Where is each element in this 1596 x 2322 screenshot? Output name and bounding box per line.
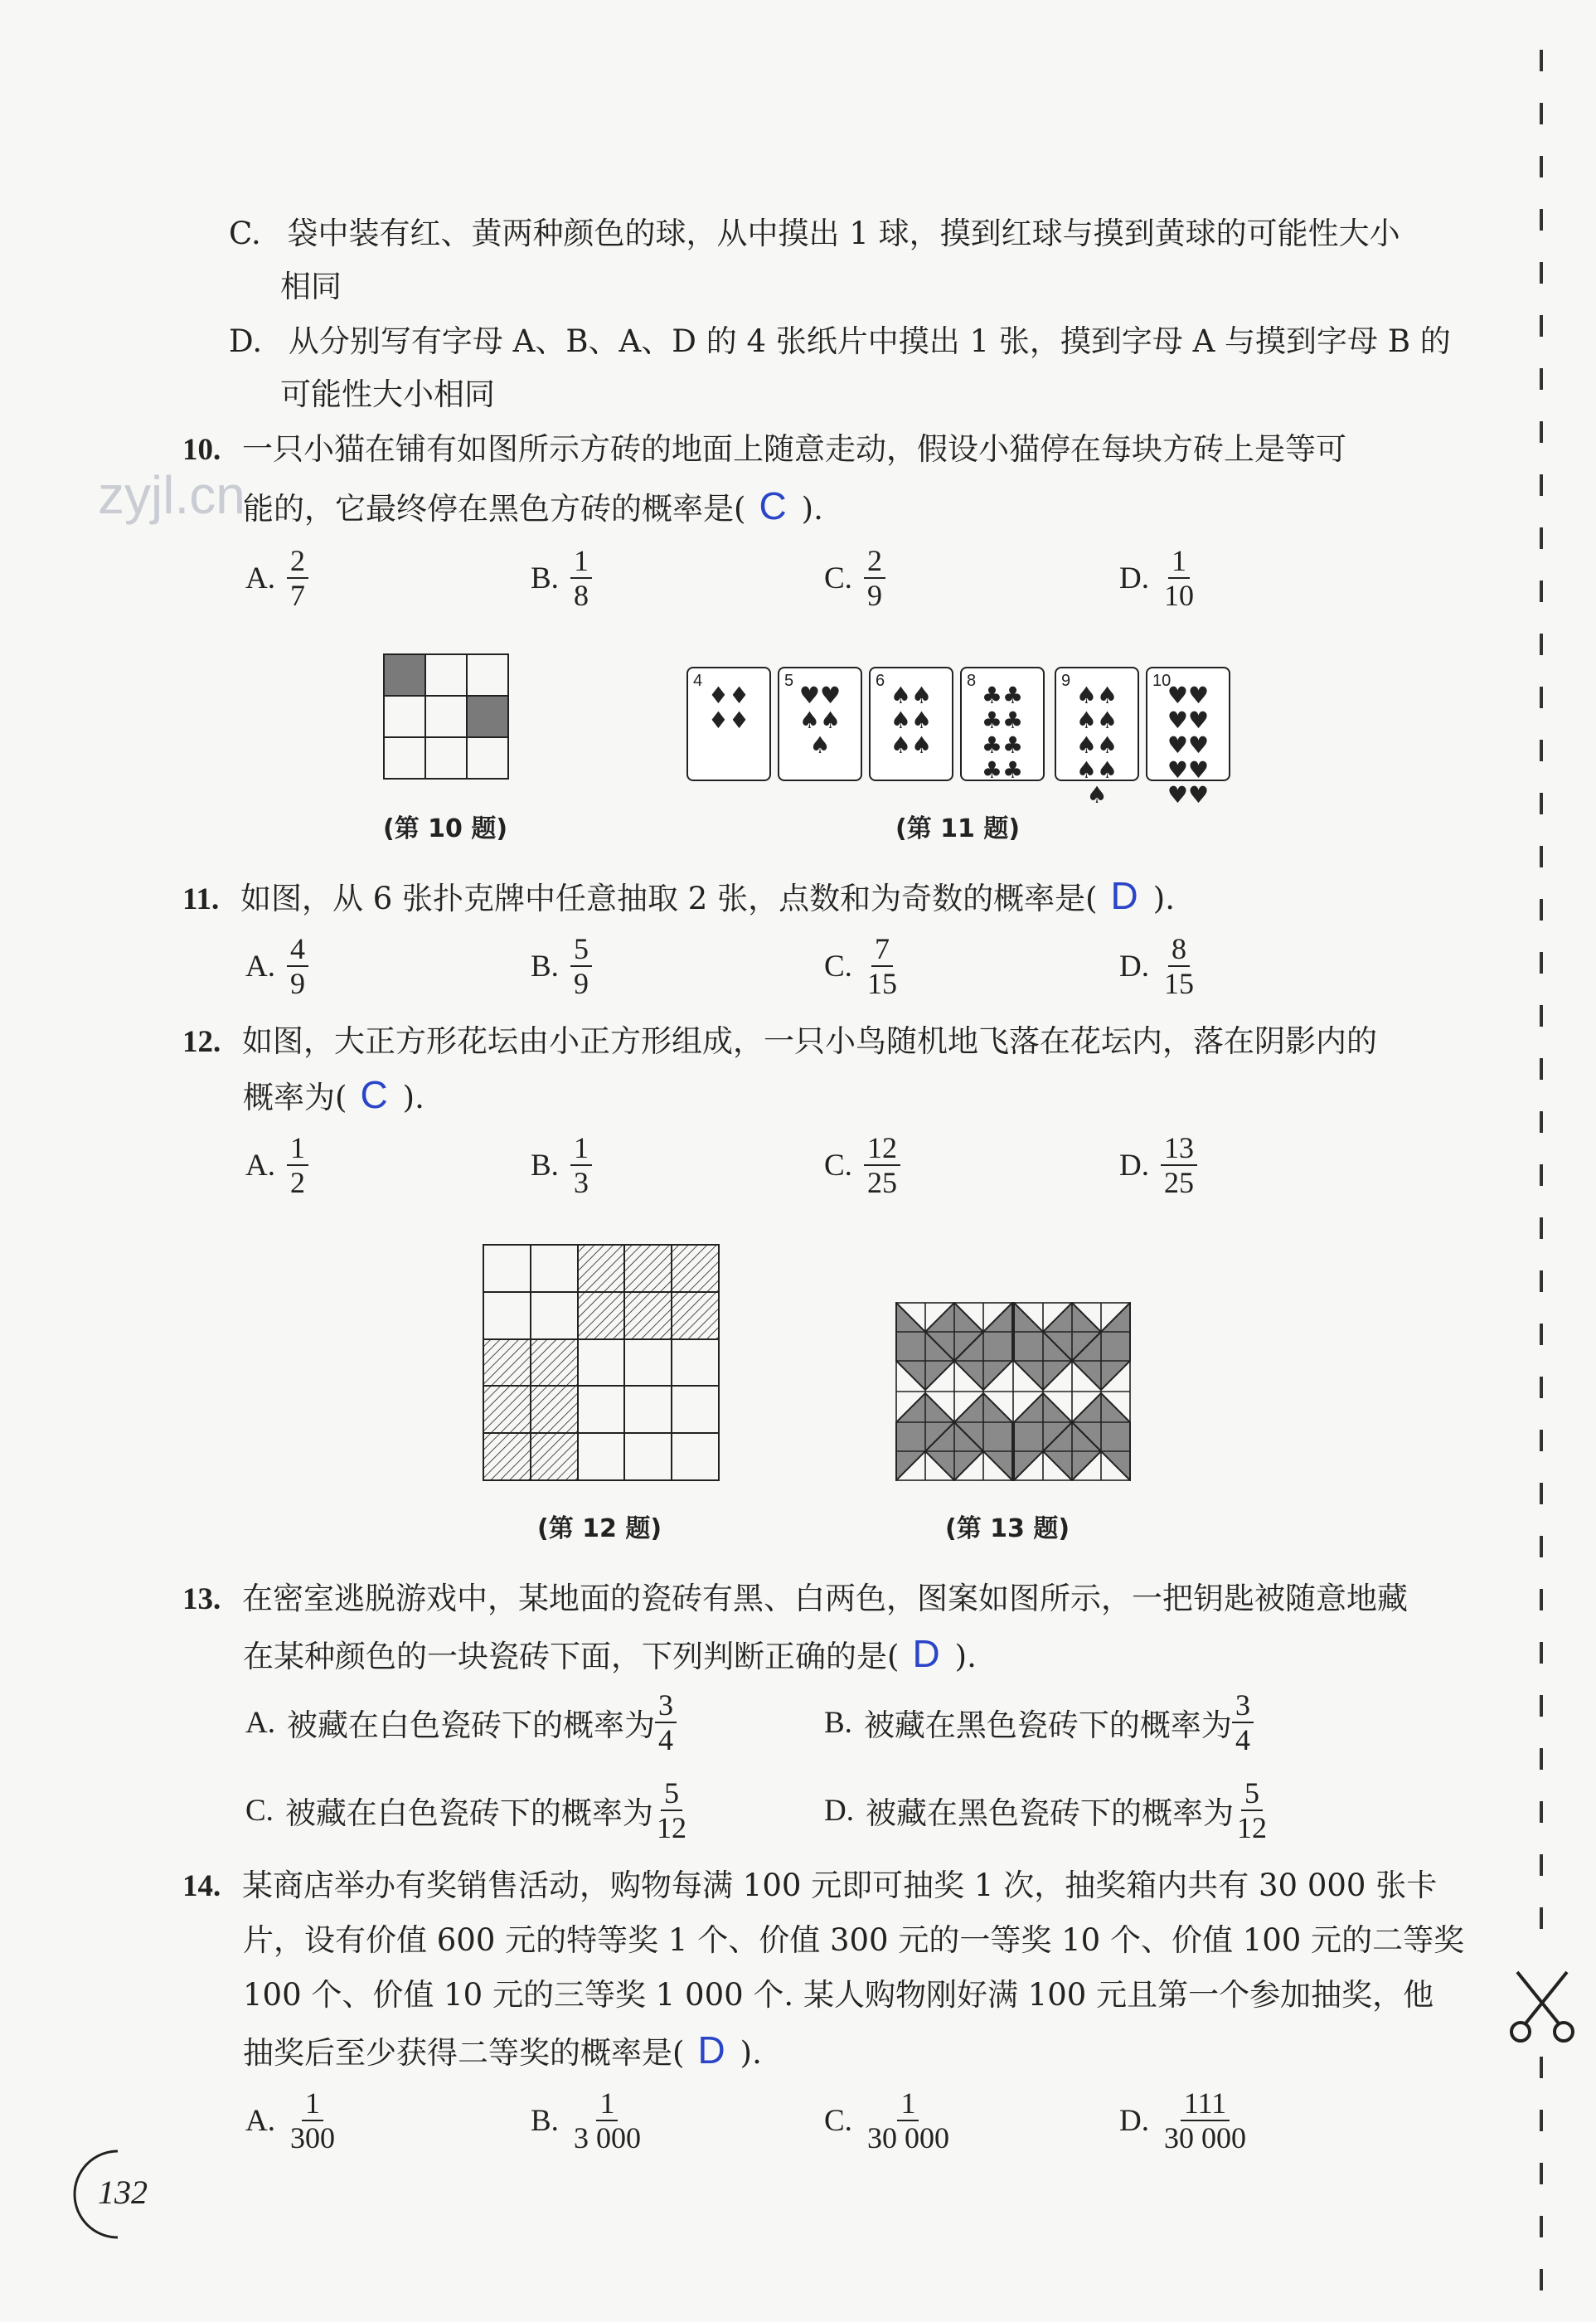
option-a[interactable] (245, 1688, 677, 1756)
figure-12-flowerbed (483, 1244, 720, 1484)
question-text: ). (1152, 881, 1175, 916)
playing-card (778, 667, 862, 781)
question-14 (182, 1859, 1437, 1913)
numerator: 2 (864, 544, 885, 579)
fraction (1161, 932, 1197, 1000)
fraction (1161, 1131, 1197, 1199)
option-b[interactable] (531, 544, 592, 612)
question-number: 11. (182, 882, 220, 916)
question-text: ). (740, 2035, 762, 2071)
fraction (287, 2086, 338, 2154)
denominator: 10 (1163, 579, 1194, 612)
question-11 (182, 869, 1175, 926)
denominator: 15 (866, 967, 897, 1000)
denominator: 12 (1236, 1811, 1267, 1844)
option-b[interactable] (824, 1688, 1254, 1756)
fraction (864, 1131, 900, 1199)
option-label: C. (245, 1793, 274, 1828)
numerator: 2 (287, 544, 308, 579)
denominator: 4 (657, 1723, 673, 1756)
question-text: 在某种颜色的一块瓷砖下面，下列判断正确的是( (243, 1639, 900, 1674)
numerator: 12 (864, 1131, 900, 1166)
scissors-icon (1501, 1965, 1584, 2048)
option-d[interactable] (824, 1776, 1270, 1844)
denominator: 3 000 (573, 2121, 641, 2154)
prev-option-d-cont: 可能性大小相同 (280, 376, 495, 412)
question-13 (182, 1572, 1408, 1626)
denominator: 9 (573, 967, 589, 1000)
question-number: 12. (182, 1025, 221, 1059)
option-label: C. (824, 561, 852, 595)
card-pips: ♠♠♠♠♠♠♠♠♠ (1075, 682, 1118, 809)
fraction (864, 2086, 953, 2154)
option-label: B. (531, 949, 559, 984)
denominator: 4 (1235, 1723, 1250, 1756)
numerator: 1 (596, 2086, 618, 2121)
option-c[interactable] (824, 2086, 953, 2154)
numerator: 1 (570, 544, 592, 579)
option-text: 袋中装有红、黄两种颜色的球，从中摸出 1 球，摸到红球与摸到黄球的可能性大小 (287, 216, 1400, 251)
answer: C (759, 484, 787, 527)
numerator: 5 (570, 932, 592, 967)
question-text: ). (954, 1639, 977, 1674)
playing-card (1055, 667, 1139, 809)
figure-13-caption: (第 13 题) (945, 1514, 1070, 1543)
option-label: C. (824, 949, 852, 984)
question-13-line2 (243, 1627, 977, 1683)
question-number: 14. (182, 1869, 221, 1903)
playing-card (869, 667, 953, 781)
prev-option-d (229, 315, 1451, 368)
option-label: B. (531, 1148, 559, 1183)
answer: C (360, 1073, 388, 1116)
fraction (1234, 1776, 1270, 1844)
numerator: 1 (570, 1131, 592, 1166)
question-10 (182, 423, 1346, 477)
option-label: C. (824, 2103, 852, 2138)
question-10-line2 (243, 479, 823, 536)
option-label: A. (245, 949, 275, 984)
denominator: 9 (289, 967, 305, 1000)
option-label: D. (1119, 1148, 1149, 1183)
figure-12-caption: (第 12 题) (537, 1514, 662, 1543)
option-label: A. (245, 561, 275, 595)
page-number: 132 (98, 2174, 148, 2211)
option-d[interactable] (1119, 544, 1197, 612)
numerator: 5 (1241, 1776, 1263, 1811)
option-d[interactable] (1119, 932, 1197, 1000)
denominator: 3 (573, 1166, 589, 1199)
answer: D (697, 2028, 725, 2072)
numerator: 8 (1168, 932, 1190, 967)
fraction (287, 1131, 308, 1199)
question-text: 抽奖后至少获得二等奖的概率是( (243, 2035, 685, 2071)
option-label: D. (1119, 561, 1149, 595)
option-label: C. (229, 216, 261, 251)
denominator: 12 (656, 1811, 686, 1844)
fraction (1161, 2086, 1249, 2154)
denominator: 15 (1163, 967, 1194, 1000)
option-text: 被藏在黑色瓷砖下的概率为 (863, 1707, 1232, 1743)
fraction (287, 544, 308, 612)
card-rank: 6 (876, 672, 885, 690)
denominator: 9 (866, 579, 882, 612)
denominator: 2 (289, 1166, 305, 1199)
numerator: 7 (871, 932, 893, 967)
option-b[interactable] (531, 1131, 592, 1199)
option-d[interactable] (1119, 1131, 1197, 1199)
fraction (864, 932, 900, 1000)
numerator: 1 (1168, 544, 1190, 579)
prev-option-c-cont: 相同 (280, 269, 342, 304)
card-pips: ♥♥♥♥♥♥♥♥♥♥ (1167, 682, 1210, 809)
option-label: D. (1119, 949, 1149, 984)
denominator: 30 000 (866, 2121, 949, 2154)
option-label: B. (824, 1705, 852, 1740)
option-label: C. (824, 1148, 852, 1183)
question-text: ). (402, 1080, 424, 1115)
question-text: 一只小猫在铺有如图所示方砖的地面上随意走动，假设小猫停在每块方砖上是等可 (242, 431, 1347, 467)
option-b[interactable] (531, 932, 592, 1000)
option-a[interactable] (245, 2086, 338, 2154)
figure-11-caption: (第 11 题) (895, 814, 1021, 843)
option-c[interactable] (824, 932, 900, 1000)
option-a[interactable] (245, 1131, 308, 1199)
playing-card (1146, 667, 1230, 809)
card-rank: 4 (693, 672, 703, 690)
option-label: B. (531, 561, 559, 595)
numerator: 3 (655, 1688, 677, 1723)
numerator: 1 (302, 2086, 323, 2121)
question-text: 如图，大正方形花坛由小正方形组成，一只小鸟随机地飞落在花坛内，落在阴影内的 (242, 1023, 1378, 1059)
question-12 (182, 1015, 1377, 1069)
question-number: 10. (182, 433, 221, 467)
option-label: A. (245, 2103, 275, 2138)
fraction (653, 1776, 690, 1844)
option-c[interactable] (824, 1131, 900, 1199)
numerator: 1 (287, 1131, 308, 1166)
question-14-line3: 100 个、价值 10 元的三等奖 1 000 个. 某人购物刚好满 100 元且第一个参加抽奖，他 (243, 1977, 1434, 2013)
card-rank: 5 (784, 672, 794, 690)
option-label: D. (1119, 2103, 1149, 2138)
option-label: D. (229, 323, 263, 359)
card-rank: 10 (1152, 672, 1172, 690)
playing-card (686, 667, 771, 781)
question-12-line2 (243, 1068, 424, 1125)
watermark: zyjl.cn (98, 465, 245, 525)
option-a[interactable] (245, 544, 308, 612)
card-rank: 9 (1061, 672, 1071, 690)
numerator: 111 (1181, 2086, 1230, 2121)
fraction (864, 544, 885, 612)
option-text: 被藏在白色瓷砖下的概率为 (284, 1795, 653, 1831)
numerator: 13 (1161, 1131, 1197, 1166)
option-text: 被藏在白色瓷砖下的概率为 (286, 1707, 655, 1743)
fraction (1161, 544, 1197, 612)
denominator: 25 (1163, 1166, 1194, 1199)
fraction (570, 2086, 644, 2154)
option-c[interactable] (824, 544, 885, 612)
option-label: D. (824, 1793, 854, 1828)
question-text: ). (801, 491, 823, 527)
question-text: 概率为( (243, 1080, 347, 1115)
numerator: 3 (1232, 1688, 1254, 1723)
fraction (1232, 1688, 1254, 1756)
answer: D (912, 1632, 940, 1675)
prev-option-c (229, 207, 1400, 260)
option-text: 被藏在黑色瓷砖下的概率为 (865, 1795, 1234, 1831)
option-label: B. (531, 2103, 559, 2138)
question-14-line4 (243, 2023, 762, 2080)
option-label: A. (245, 1705, 275, 1740)
answer: D (1110, 874, 1138, 917)
card-pips: ♣♣♣♣♣♣♣♣ (981, 682, 1024, 784)
option-b[interactable] (531, 2086, 644, 2154)
denominator: 8 (573, 579, 589, 612)
question-14-line2: 片，设有价值 600 元的特等奖 1 个、价值 300 元的一等奖 10 个、价值 100 元的二等奖 (243, 1922, 1465, 1958)
question-number: 13. (182, 1582, 221, 1616)
option-a[interactable] (245, 932, 308, 1000)
card-pips: ♥♥♠♠♠ (798, 682, 842, 759)
fraction (287, 932, 308, 1000)
denominator: 7 (289, 579, 305, 612)
card-pips: ♦♦♦♦ (707, 682, 750, 734)
numerator: 1 (897, 2086, 919, 2121)
figure-10-caption: (第 10 题) (383, 814, 508, 843)
numerator: 4 (287, 932, 308, 967)
option-c[interactable] (245, 1776, 690, 1844)
option-label: A. (245, 1148, 275, 1183)
card-pips: ♠♠♠♠♠♠ (890, 682, 933, 759)
playing-card (960, 667, 1045, 784)
question-text: 在密室逃脱游戏中，某地面的瓷砖有黑、白两色，图案如图所示，一把钥匙被随意地藏 (242, 1581, 1409, 1616)
option-d[interactable] (1119, 2086, 1249, 2154)
fraction (570, 1131, 592, 1199)
figure-13-tiles (895, 1302, 1131, 1484)
card-rank: 8 (967, 672, 977, 690)
question-text: 如图，从 6 张扑克牌中任意抽取 2 张，点数和为奇数的概率是( (240, 881, 1098, 916)
denominator: 300 (289, 2121, 335, 2154)
question-text: 能的，它最终停在黑色方砖的概率是( (243, 491, 746, 527)
figure-10-tiles (383, 653, 509, 783)
denominator: 25 (866, 1166, 897, 1199)
fraction (570, 544, 592, 612)
denominator: 30 000 (1163, 2121, 1246, 2154)
option-text: 从分别写有字母 A、B、A、D 的 4 张纸片中摸出 1 张，摸到字母 A 与摸到字母 B 的 (288, 323, 1451, 359)
fraction (655, 1688, 677, 1756)
question-text: 某商店举办有奖销售活动，购物每满 100 元即可抽奖 1 次，抽奖箱内共有 30 000 张卡 (242, 1868, 1438, 1903)
fraction (570, 932, 592, 1000)
numerator: 5 (661, 1776, 682, 1811)
